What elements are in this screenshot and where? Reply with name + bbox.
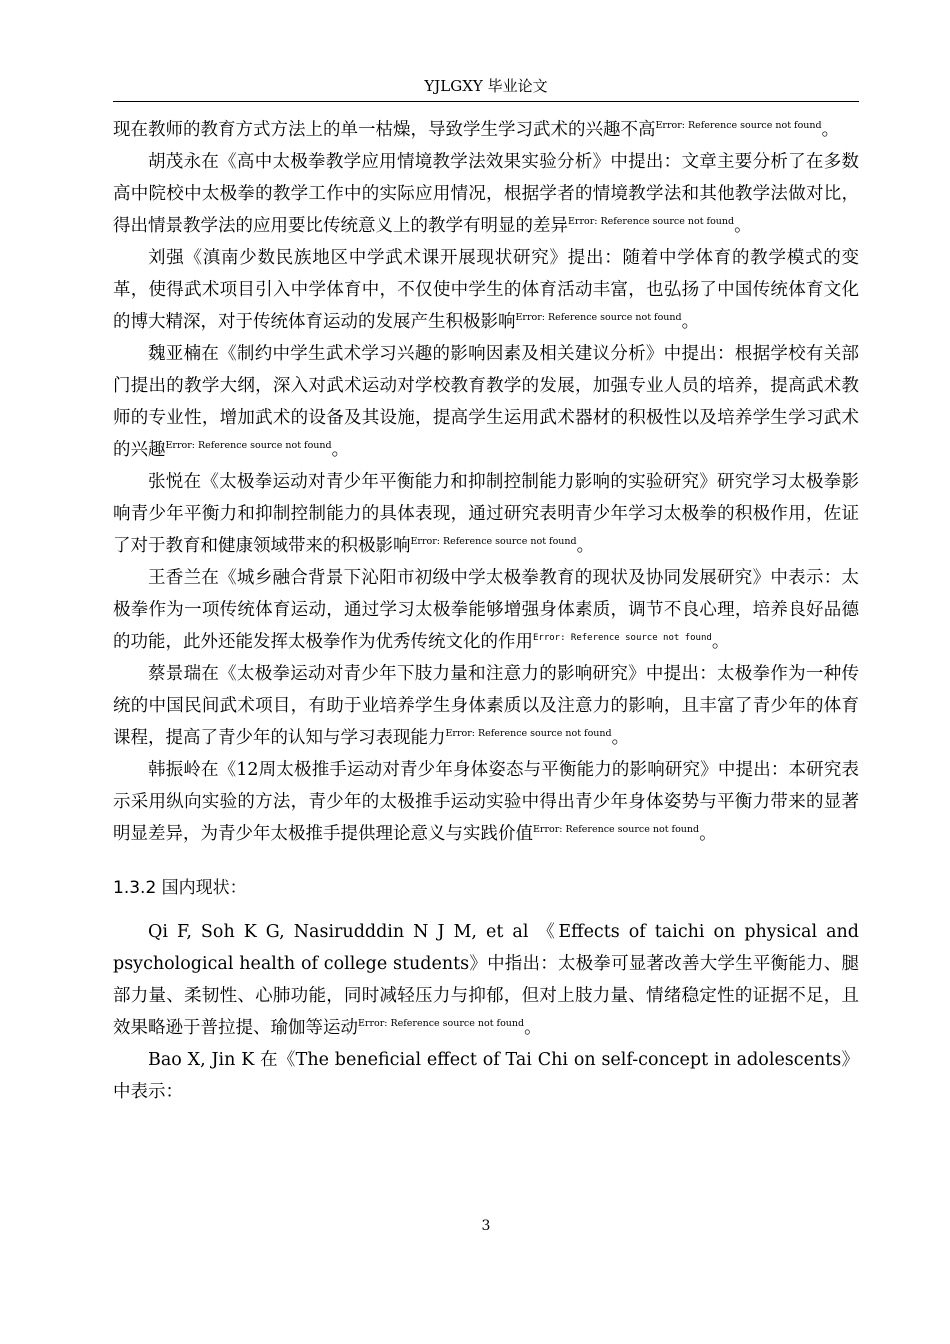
paragraph-0: 现在教师的教育方式方法上的单一枯燥，导致学生学习武术的兴趣不高$^{Error: Reference source not found}$。 xyxy=(113,120,840,140)
page-number: 3 xyxy=(481,1218,491,1234)
paragraph-7: 韩振岭在《12周太极推手运动对青少年身体姿态与平衡能力的影响研究》中提出：本研究表示采用纵向实验的方法，青少年的太极推手运动实验中得出青少年身体姿势与平衡力带来的显著明显差异，为青少年太极推手提供理论意义与实践价值$^{Error: Reference source not found}$。 xyxy=(113,760,859,844)
paragraph-5: 王香兰在《城乡融合背景下沁阳市初级中学太极拳教育的现状及协同发展研究》中表示：太极拳作为一项传统体育运动，通过学习太极拳能够增强身体素质，调节不良心理，培养良好品德的功能，此外还能发挥太极拳作为优秀传统文化的作用$^{Error: Reference source not found}$。 xyxy=(113,568,859,652)
reference-error: Error: Reference source not found xyxy=(410,536,577,548)
header-rule xyxy=(113,101,859,102)
reference-error: Error: Reference source not found xyxy=(533,824,700,836)
paragraph-9: Bao X, Jin K 在《The beneficial effect of Tai Chi on self-concept in adolescents》中表示： xyxy=(113,1050,859,1102)
reference-error: Error: Reference source not found xyxy=(568,216,735,228)
paragraph-4: 张悦在《太极拳运动对青少年平衡能力和抑制控制能力影响的实验研究》研究学习太极拳影响青少年平衡力和抑制控制能力的具体表现，通过研究表明青少年学习太极拳的积极作用，佐证了对于教育和健康领域带来的积极影响$^{Error: Reference source not found}$。 xyxy=(113,472,859,556)
reference-error: Error: Reference source not found xyxy=(533,633,712,644)
paragraph-3: 魏亚楠在《制约中学生武术学习兴趣的影响因素及相关建议分析》中提出：根据学校有关部门提出的教学大纲，深入对武术运动对学校教育教学的发展，加强专业人员的培养，提高武术教师的专业性，增加武术的设备及其设施，提高学生运用武术器材的积极性以及培养学生学习武术的兴趣$^{Error: Reference source not found}$。 xyxy=(113,344,859,460)
reference-error: Error: Reference source not found xyxy=(165,440,332,452)
document-body xyxy=(113,114,859,1108)
paragraph-6: 蔡景瑞在《太极拳运动对青少年下肢力量和注意力的影响研究》中提出：太极拳作为一种传统的中国民间武术项目，有助于业培养学生身体素质以及注意力的影响，且丰富了青少年的体育课程，提高了青少年的认知与学习表现能力$^{Error: Reference source not found}$。 xyxy=(113,664,859,748)
paragraph-1: 胡茂永在《高中太极拳教学应用情境教学法效果实验分析》中提出：文章主要分析了在多数高中院校中太极拳的教学工作中的实际应用情况，根据学者的情境教学法和其他教学法做对比，得出情景教学法的应用要比传统意义上的教学有明显的差异$^{Error: Reference source not found}$。 xyxy=(113,152,859,236)
reference-error: Error: Reference source not found xyxy=(445,728,612,740)
reference-error: Error: Reference source not found xyxy=(515,312,682,324)
paragraph-2: 刘强《滇南少数民族地区中学武术课开展现状研究》提出：随着中学体育的教学模式的变革，使得武术项目引入中学体育中，不仅使中学生的体育活动丰富，也弘扬了中国传统体育文化的博大精深，对于传统体育运动的发展产生积极影响$^{Error: Reference source not found}$。 xyxy=(113,248,859,332)
section-heading: 1.3.2 国内现状： xyxy=(113,878,247,898)
paragraph-8: Qi F, Soh K G, Nasirudddin N J M, et al 《Effects of taichi on physical and psychological health of college students》中指出：太极拳可显著改善大学生平衡能力、腿部力量、柔韧性、心肺功能，同时减轻压力与抑郁，但对上肢力量、情绪稳定性的证据不足，且效果略逊于普拉提、瑜伽等运动$^{Error: Reference source not found}$。 xyxy=(113,922,859,1038)
page-header: YJLGXY 毕业论文 xyxy=(424,77,548,95)
reference-error: Error: Reference source not found xyxy=(358,1018,525,1030)
reference-error: Error: Reference source not found xyxy=(655,120,822,132)
